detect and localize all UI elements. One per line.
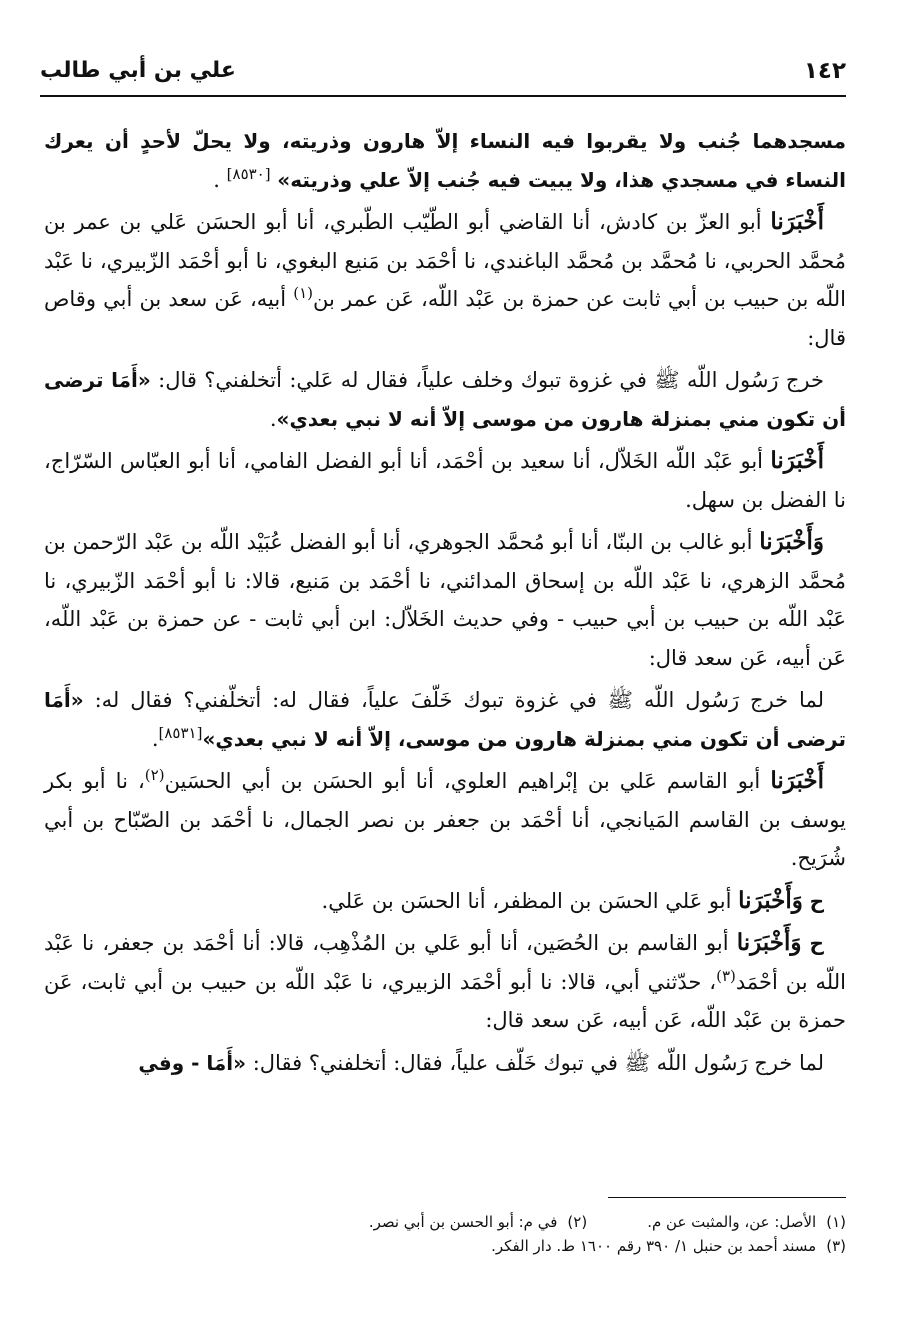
isnad-text-cont: ، حدّثني أبي، قالا: نا أبو أحْمَد الزبيري، نا عَبْد اللّه بن حبيب بن أبي ثابت، عَن حمزة بن عَبْد اللّه، عَن أبيه، عَن سعد قال: (44, 969, 846, 1032)
hadith-text: «أَمَا ترضى أن تكون مني بمنزلة هارون من موسى إلاّ أنه لا نبي بعدي» (44, 368, 846, 431)
footnote-2 (369, 1210, 587, 1234)
period: . (213, 167, 220, 192)
paragraph-7 (44, 762, 846, 878)
main-text (44, 122, 846, 1086)
running-header (40, 52, 846, 92)
isnad-keyword: أَخْبَرَنا (770, 767, 824, 794)
tahwil-marker: ح (809, 888, 824, 913)
isnad-keyword: وَأَخْبَرَنا (736, 929, 802, 956)
isnad-keyword: وَأَخْبَرَنا (738, 886, 803, 914)
matn-text: خرج رَسُول اللّه ﷺ في غزوة تبوك وخلف علياً، فقال له عَلي: أتخلفني؟ قال: (158, 368, 825, 392)
hadith-text: مسجدهما جُنب ولا يقربوا فيه النساء إلاّ هارون وذريته، ولا يحلّ لأحدٍ أن يعرك النساء في مسجدي هذا، ولا يبيت فيه جُنب إلاّ علي وذريته» (44, 129, 846, 192)
footnote-number: (٢) (567, 1213, 588, 1231)
tahwil-marker: ح (809, 931, 824, 955)
paragraph-9 (44, 924, 846, 1040)
isnad-text: أبو القاسم بن الحُصَين، أنا أبو عَلي بن المُذْهِب، قالا: أنا أحْمَد بن جعفر، نا عَبْد اللّه بن أحْمَد (44, 931, 846, 994)
isnad-text: أبو العزّ بن كادش، أنا القاضي أبو الطّيّب الطّبري، أنا أبو الحسَن عَلي بن عمر بن مُحمَّد الحربي، نا مُحمَّد بن مُحمَّد الباغندي، نا أحْمَد بن مَنيع البغوي، نا أبو أحْمَد الزّبيري، نا عَبْد اللّه بن حبيب بن أبي ثابت عن حمزة بن عَبْد اللّه، عَن عمر بن (44, 210, 846, 311)
footnote-marker-1[interactable]: (١) (293, 284, 313, 302)
page-number: ١٤٢ (803, 58, 846, 84)
isnad-keyword: أَخْبَرَنا (770, 447, 824, 474)
paragraph-4 (44, 442, 846, 519)
hadith-text: «أَمَا - وفي (138, 1050, 247, 1075)
isnad-keyword: وَأَخْبَرَنا (759, 528, 824, 555)
isnad-text: أبو غالب بن البنّا، أنا أبو مُحمَّد الجوهري، أنا أبو الفضل عُبَيْد اللّه بن عَبْد الرّحمن بن مُحمَّد الزهري، نا عَبْد اللّه بن إسحاق المدائني، نا أحْمَد بن مَنيع، قالا: نا أبو أحْمَد الزّبيري، نا عَبْد اللّه بن حبيب بن أبي حبيب - وفي حديث الخَلاّل: ابن أبي ثابت - عن حمزة بن عَبْد اللّه، عَن أبيه، عَن سعد قال: (44, 530, 846, 670)
hadith-number: [٨٥٣١] (158, 723, 203, 742)
footnote-number: (٣) (826, 1237, 846, 1255)
footnote-3 (491, 1234, 846, 1258)
footnote-text: الأصل: عن، والمثبت عن م. (647, 1213, 817, 1231)
isnad-text: أبو عَبْد اللّه الخَلاّل، أنا سعيد بن أحْمَد، أنا أبو الفضل الفامي، أنا أبو العبّاس السّرّاج، نا الفضل بن سهل. (44, 449, 846, 512)
running-title: علي بن أبي طالب (40, 58, 236, 83)
isnad-text: أبو القاسم عَلي بن إبْراهيم العلوي، أنا أبو الحسَن بن أبي الحسَين (164, 769, 761, 793)
footnote-1 (647, 1210, 846, 1234)
isnad-text-cont: ، نا أبو بكر يوسف بن القاسم المَيانجي، أنا أحْمَد بن جعفر بن نصر الجمال، نا أحْمَد بن الصّبّاح بن أبي شُرَيح. (44, 769, 846, 870)
matn-text: لما خرج رَسُول اللّه ﷺ في غزوة تبوك خَلّفَ علياً، فقال له: أتخلّفني؟ فقال له: (94, 688, 824, 712)
period: . (151, 726, 159, 751)
isnad-text: أبو عَلي الحسَن بن المظفر، أنا الحسَن بن عَلي. (321, 888, 732, 913)
footnote-marker-2[interactable]: (٢) (144, 766, 165, 784)
footnote-row (44, 1210, 846, 1234)
header-divider (40, 95, 846, 97)
footnote-text: في م: أبو الحسن بن أبي نصر. (368, 1213, 558, 1231)
footnote-divider (608, 1197, 846, 1198)
paragraph-2 (44, 203, 846, 357)
paragraph-3 (44, 361, 846, 438)
period: . (269, 406, 277, 431)
footnote-marker-3[interactable]: (٣) (716, 966, 736, 985)
isnad-text-cont: أبيه، عَن سعد بن أبي وقاص قال: (44, 287, 846, 350)
paragraph-10 (44, 1044, 846, 1083)
paragraph-6 (44, 681, 846, 758)
hadith-text: «أَمَا ترضى أن تكون مني بمنزلة هارون من موسى، إلاّ أنه لا نبي بعدي» (44, 688, 846, 751)
footnotes (44, 1210, 846, 1258)
footnote-number: (١) (826, 1213, 846, 1231)
footnote-text: مسند أحمد بن حنبل ١/ ٣٩٠ رقم ١٦٠٠ ط. دار الفكر. (491, 1237, 817, 1255)
paragraph-1 (44, 122, 846, 199)
hadith-number: [٨٥٣٠] (226, 164, 271, 183)
footnote-row (44, 1234, 846, 1258)
matn-text: لما خرج رَسُول اللّه ﷺ في تبوك خَلّف علياً، فقال: أتخلفني؟ فقال: (252, 1050, 824, 1075)
isnad-keyword: أَخْبَرَنا (770, 208, 824, 235)
paragraph-8 (44, 882, 846, 921)
paragraph-5 (44, 523, 846, 677)
